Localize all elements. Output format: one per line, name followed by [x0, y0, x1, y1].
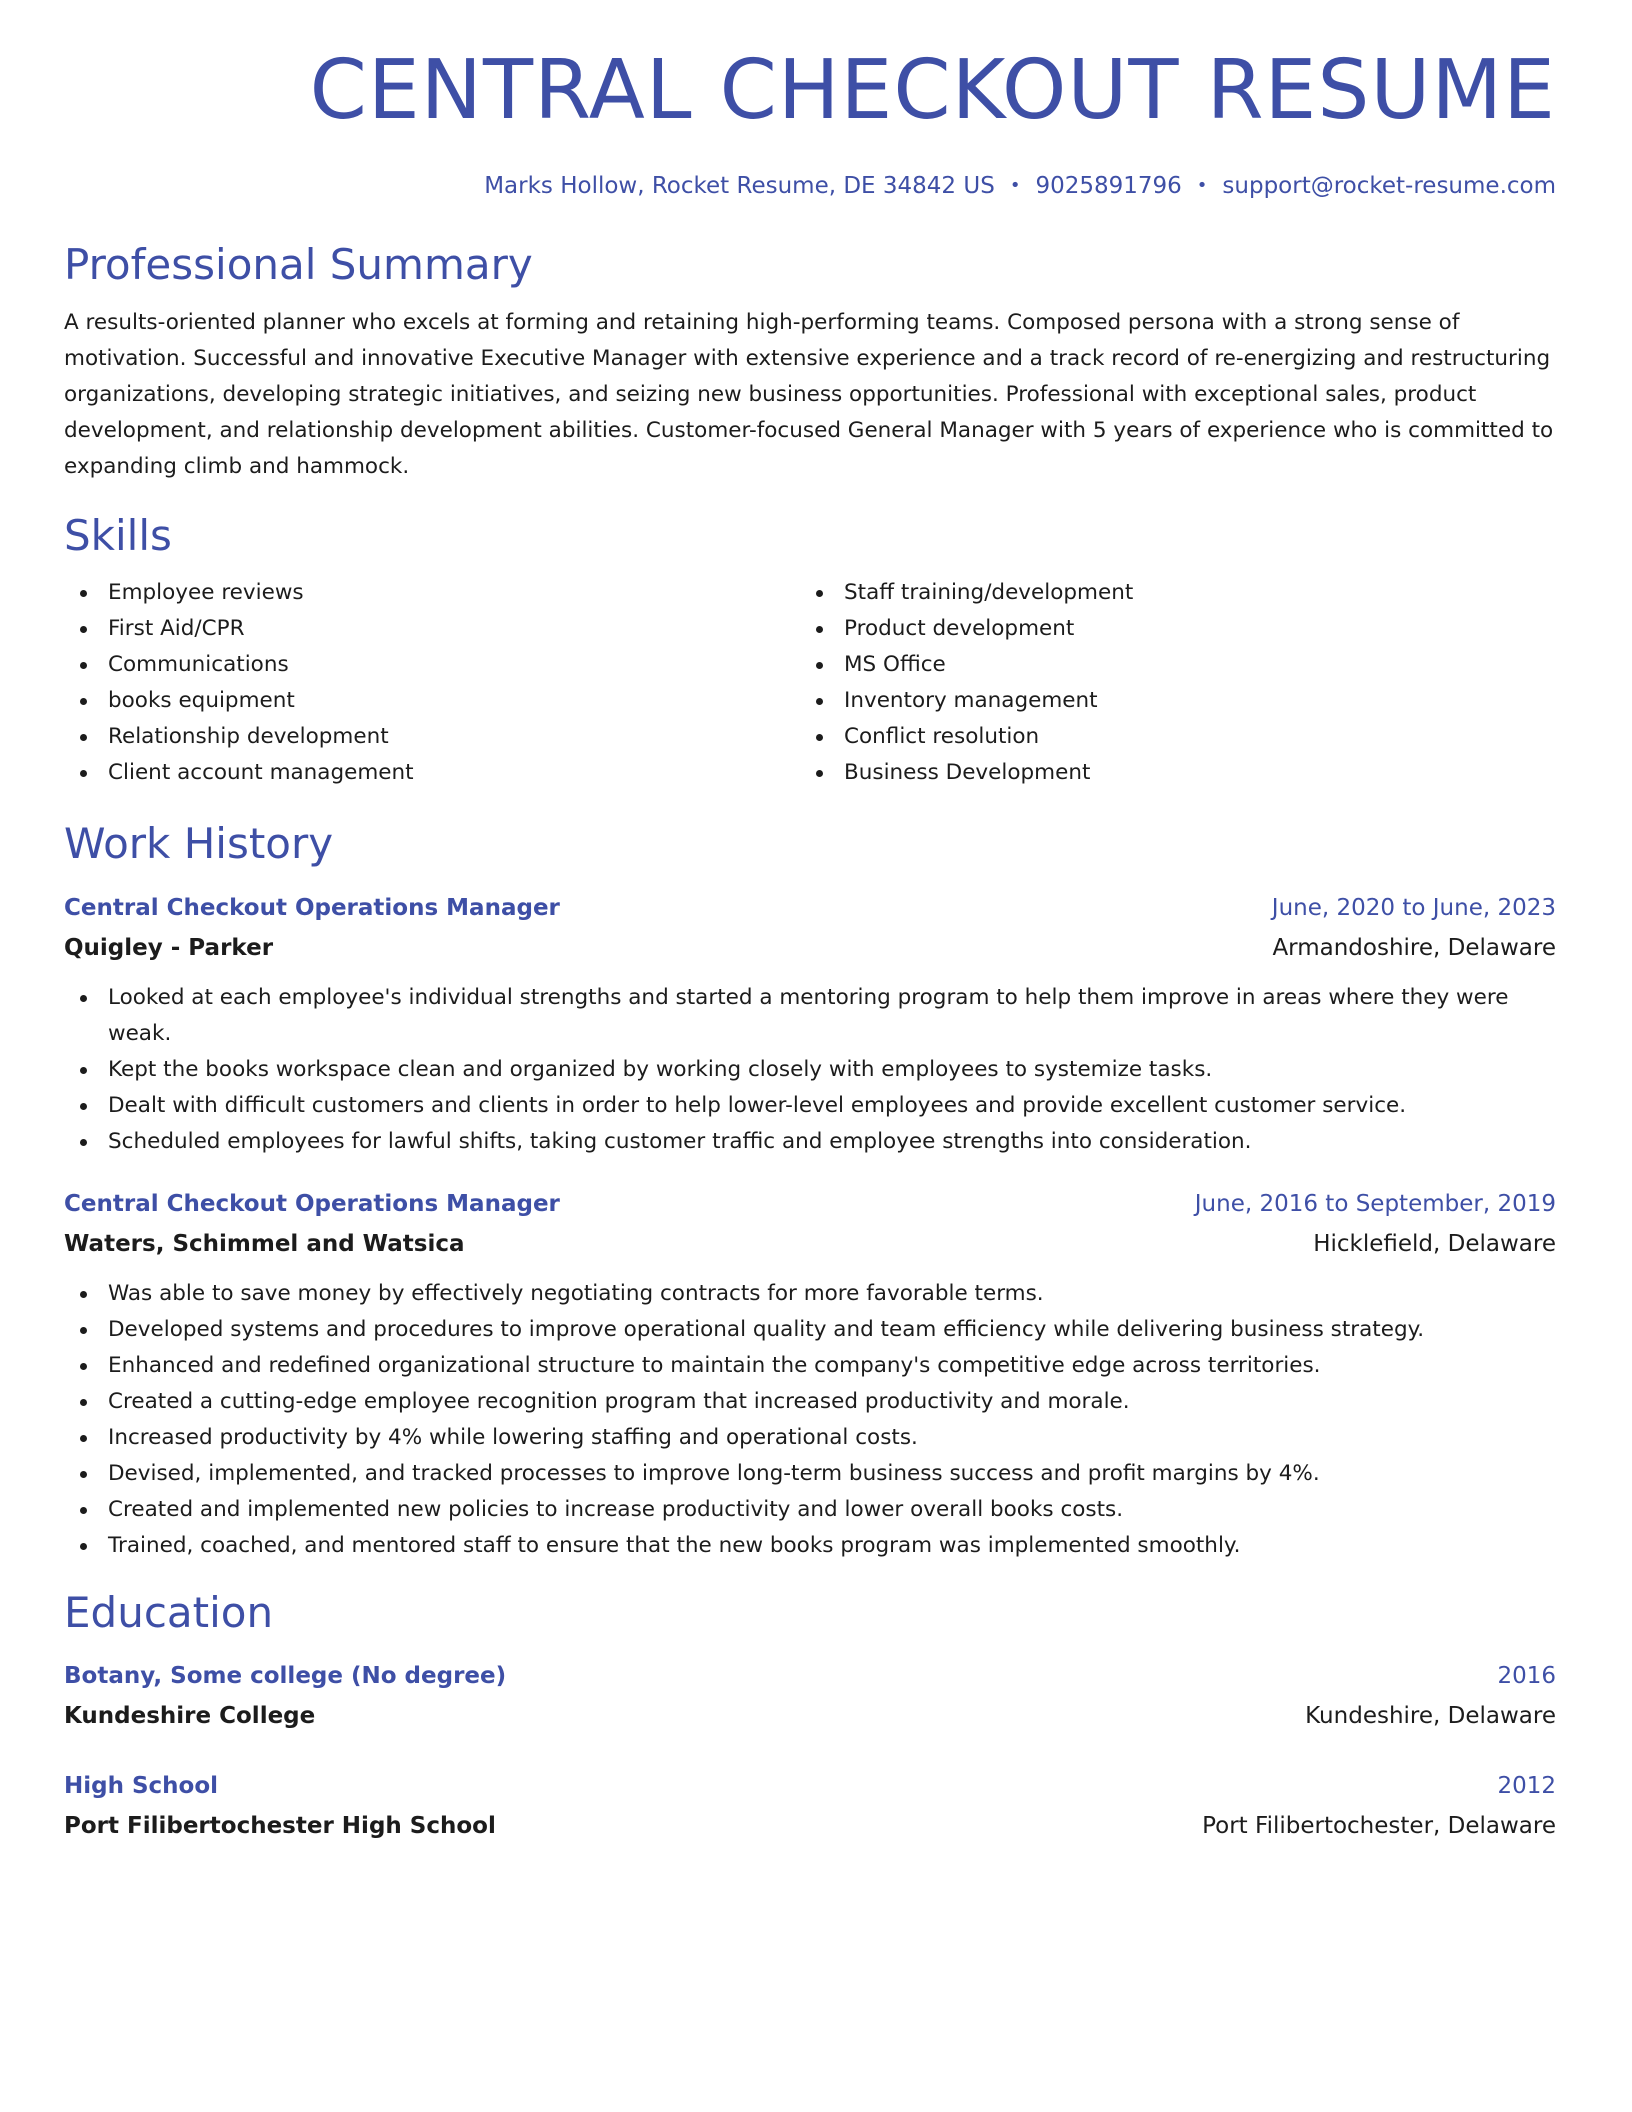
job-bullets — [64, 1276, 1556, 1564]
skills-list — [64, 575, 1556, 791]
job-bullet: Kept the books workspace clean and organized by working closely with employees to systemize tasks. — [64, 1052, 1556, 1088]
education-heading: Education — [64, 1587, 274, 1637]
job-bullet: Was able to save money by effectively negotiating contracts for more favorable terms. — [64, 1276, 1556, 1312]
contact-line — [64, 173, 1556, 199]
summary-heading: Professional Summary — [64, 239, 533, 289]
job-header — [64, 1184, 1556, 1224]
resume-name: CENTRAL CHECKOUT RESUME — [309, 43, 1556, 138]
education-degree: Botany, Some college (No degree) — [64, 1663, 507, 1690]
job-bullet: Created and implemented new policies to increase productivity and lower overall books costs. — [64, 1492, 1556, 1528]
job-company: Waters, Schimmel and Watsica — [64, 1230, 465, 1257]
job-bullet: Looked at each employee's individual strengths and started a mentoring program to help them improve in areas where they were weak. — [64, 980, 1556, 1052]
skill-item: Product development — [800, 611, 1536, 647]
job-bullets — [64, 980, 1556, 1160]
education-entry — [64, 1656, 1556, 1736]
job-entry — [64, 888, 1556, 1160]
education-school: Port Filibertochester High School — [64, 1813, 496, 1840]
skills-column-right — [800, 575, 1536, 791]
contact-separator: • — [1196, 174, 1208, 196]
education-location: Port Filibertochester, Delaware — [1202, 1813, 1556, 1840]
job-entry — [64, 1184, 1556, 1564]
skill-item: Inventory management — [800, 683, 1536, 719]
job-bullet: Increased productivity by 4% while lowering staffing and operational costs. — [64, 1420, 1556, 1456]
education-degree: High School — [64, 1773, 219, 1800]
education-header — [64, 1656, 1556, 1696]
skill-item: books equipment — [64, 683, 800, 719]
job-dates: June, 2016 to September, 2019 — [1194, 1190, 1556, 1217]
contact-email: support@rocket-resume.com — [1222, 172, 1556, 199]
education-school: Kundeshire College — [64, 1703, 316, 1730]
job-position: Central Checkout Operations Manager — [64, 1190, 560, 1217]
education-year: 2016 — [1497, 1663, 1556, 1690]
job-bullet: Enhanced and redefined organizational structure to maintain the company's competitive edge across territories. — [64, 1348, 1556, 1384]
skill-item: Staff training/development — [800, 575, 1536, 611]
resume-page — [64, 40, 1556, 1846]
skills-column-left — [64, 575, 800, 791]
job-subheader — [64, 928, 1556, 968]
work-history-heading: Work History — [64, 819, 334, 869]
job-bullet: Created a cutting-edge employee recognition program that increased productivity and morale. — [64, 1384, 1556, 1420]
job-location: Hicklefield, Delaware — [1313, 1230, 1556, 1257]
job-position: Central Checkout Operations Manager — [64, 894, 560, 921]
education-header — [64, 1766, 1556, 1806]
job-company: Quigley - Parker — [64, 934, 274, 961]
job-bullet: Developed systems and procedures to improve operational quality and team efficiency while delivering business strategy. — [64, 1312, 1556, 1348]
contact-separator: • — [1009, 174, 1021, 196]
skill-item: MS Office — [800, 647, 1536, 683]
contact-phone: 9025891796 — [1035, 172, 1182, 199]
job-bullet: Devised, implemented, and tracked processes to improve long-term business success and profit margins by 4%. — [64, 1456, 1556, 1492]
skill-item: Employee reviews — [64, 575, 800, 611]
skill-item: Client account management — [64, 755, 800, 791]
education-location: Kundeshire, Delaware — [1305, 1703, 1556, 1730]
skills-heading: Skills — [64, 510, 172, 560]
skill-item: Business Development — [800, 755, 1536, 791]
education-subheader — [64, 1696, 1556, 1736]
skill-item: Conflict resolution — [800, 719, 1536, 755]
education-entry — [64, 1766, 1556, 1846]
job-location: Armandoshire, Delaware — [1272, 934, 1556, 961]
job-subheader — [64, 1224, 1556, 1264]
skill-item: Communications — [64, 647, 800, 683]
job-bullet: Dealt with difficult customers and clients in order to help lower-level employees and provide excellent customer service. — [64, 1088, 1556, 1124]
skill-item: Relationship development — [64, 719, 800, 755]
education-year: 2012 — [1497, 1773, 1556, 1800]
summary-text: A results-oriented planner who excels at forming and retaining high-performing teams. Composed persona with a strong sense of motivation. Successful and innovative Executive Manager with extensive experience and a track record of re-energizing and restructuring organizations, developing strategic initiatives, and seizing new business opportunities. Professional with exceptional sales, product development, and relationship development abilities. Customer-focused General Manager with 5 years of experience who is committed to expanding climb and hammock. — [64, 309, 1554, 479]
education-subheader — [64, 1806, 1556, 1846]
job-dates: June, 2020 to June, 2023 — [1271, 894, 1556, 921]
job-bullet: Trained, coached, and mentored staff to ensure that the new books program was implemented smoothly. — [64, 1528, 1556, 1564]
skill-item: First Aid/CPR — [64, 611, 800, 647]
job-header — [64, 888, 1556, 928]
job-bullet: Scheduled employees for lawful shifts, taking customer traffic and employee strengths into consideration. — [64, 1124, 1556, 1160]
contact-address: Marks Hollow, Rocket Resume, DE 34842 US — [484, 172, 995, 199]
